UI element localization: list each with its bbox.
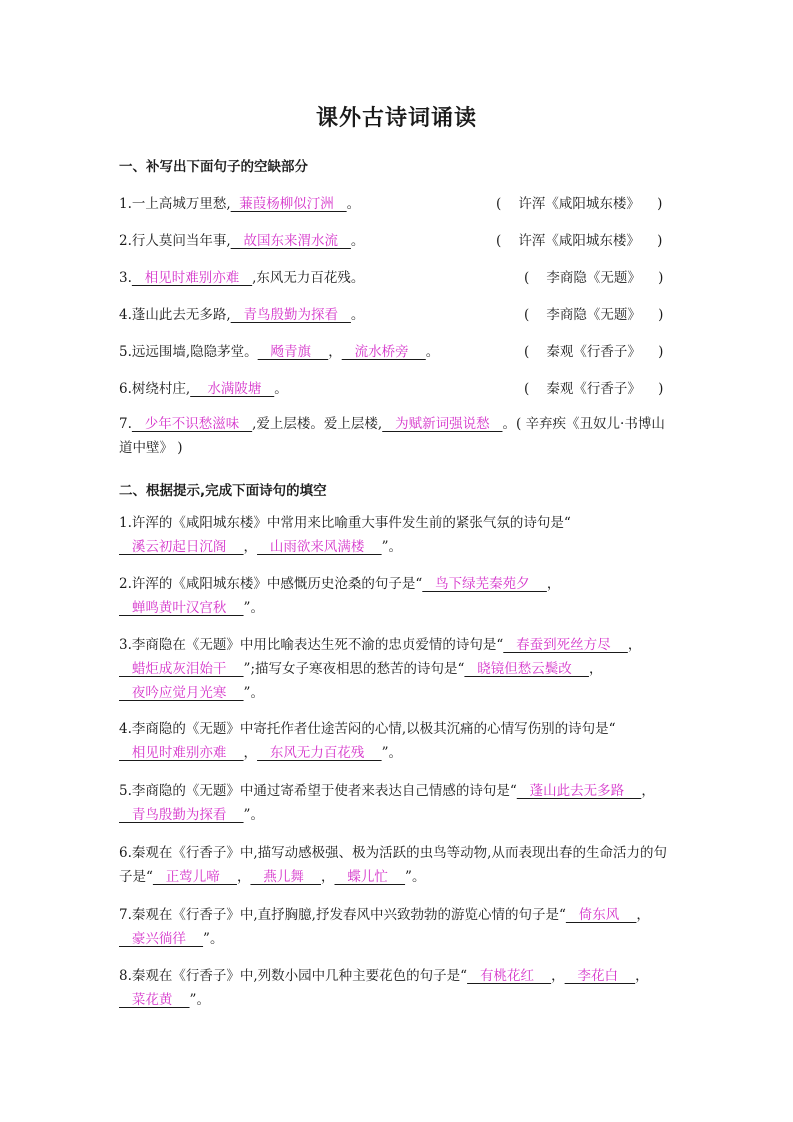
answer: 蝉鸣黄叶汉宫秋 xyxy=(119,600,244,616)
s1-question-5: 5.远远围墙,隐隐茅堂。 飏青旗 ， 流水桥旁 。 xyxy=(119,344,440,360)
s1-question-3: 3. 相见时难别亦难 ,东风无力百花残。 xyxy=(119,270,365,286)
s2-question-3: 3.李商隐在《无题》中用比喻表达生死不渝的忠贞爱情的诗句是“ 春蚕到死丝方尽 ， 蜡炬成灰泪始干 ”;描写女子寒夜相思的愁苦的诗句是“ 晓镜但愁云鬓改 ， 夜吟应觉月光寒 ”。 xyxy=(119,637,642,701)
answer: 相见时难别亦难 xyxy=(119,745,244,761)
s2-question-2: 2.许浑的《咸阳城东楼》中感慨历史沧桑的句子是“ 鸟下绿芜秦苑夕 ， 蝉鸣黄叶汉宫秋 ”。 xyxy=(119,576,561,616)
page-title: 课外古诗词诵读 xyxy=(315,106,477,131)
answer: 流水桥旁 xyxy=(341,344,426,360)
answer: 少年不识愁滋味 xyxy=(131,416,253,432)
answer: 山雨欲来风满楼 xyxy=(257,539,382,555)
answer: 蝶儿忙 xyxy=(334,869,406,885)
s2-question-8: 8.秦观在《行香子》中,列数小园中几种主要花色的句子是“ 有桃花红 ， 李花白 ， 菜花黄 ”。 xyxy=(119,968,649,1008)
s1-question-7: 7. 少年不识愁滋味 ,爱上层楼。爱上层楼, 为赋新词强说愁 。( 辛弃疾《丑奴儿·书博山道中壁》 ) xyxy=(119,416,665,456)
s2-question-7: 7.秦观在《行香子》中,直抒胸臆,抒发春风中兴致勃勃的游览心情的句子是“ 倚东风 ， 豪兴徜徉 ”。 xyxy=(119,907,650,947)
answer: 鸟下绿芜秦苑夕 xyxy=(422,576,547,592)
answer: 有桃花红 xyxy=(467,968,552,984)
answer: 飏青旗 xyxy=(257,344,329,360)
s2-question-5: 5.李商隐的《无题》中通过寄希望于使者来表达自己情感的诗句是“ 蓬山此去无多路 ， 青鸟殷勤为探看 ”。 xyxy=(119,783,655,823)
answer: 晓镜但愁云鬓改 xyxy=(464,661,589,677)
answer: 青鸟殷勤为探看 xyxy=(119,807,244,823)
s1-source-3: ( 李商隐《无题》 ) xyxy=(524,270,664,286)
answer: 水满陂塘 xyxy=(190,381,275,397)
s1-question-4: 4.蓬山此去无多路, 青鸟殷勤为探看 。 xyxy=(119,307,365,323)
answer: 蜡炬成灰泪始干 xyxy=(119,661,244,677)
answer: 蓬山此去无多路 xyxy=(516,783,642,799)
s2-question-4: 4.李商隐的《无题》中寄托作者仕途苦闷的心情,以极其沉痛的心情写伤别的诗句是“ 相见时难别亦难 ， 东风无力百花残 ”。 xyxy=(119,721,616,761)
answer: 燕儿舞 xyxy=(250,869,321,885)
s2-question-1: 1.许浑的《咸阳城东楼》中常用来比喻重大事件发生前的紧张气氛的诗句是“ 溪云初起日沉阁 ， 山雨欲来风满楼 ”。 xyxy=(119,515,571,555)
answer: 春蚕到死丝方尽 xyxy=(503,637,628,653)
s1-source-4: ( 李商隐《无题》 ) xyxy=(524,307,664,323)
answer: 李花白 xyxy=(564,968,636,984)
answer: 蒹葭杨柳似汀洲 xyxy=(230,196,347,212)
answer: 为赋新词强说愁 xyxy=(382,416,503,432)
section-2-heading: 二、根据提示,完成下面诗句的填空 xyxy=(119,483,327,499)
answer: 倚东风 xyxy=(565,907,637,923)
answer: 菜花黄 xyxy=(119,992,190,1008)
answer: 东风无力百花残 xyxy=(257,745,382,761)
s1-source-6: ( 秦观《行香子》 ) xyxy=(524,381,664,397)
s1-question-6: 6.树绕村庄, 水满陂塘 。 xyxy=(119,381,288,397)
s1-question-2: 2.行人莫问当年事, 故国东来渭水流 。 xyxy=(119,233,365,249)
answer: 夜吟应觉月光寒 xyxy=(119,685,244,701)
section-1-heading: 一、补写出下面句子的空缺部分 xyxy=(119,159,308,175)
s1-source-5: ( 秦观《行香子》 ) xyxy=(524,344,664,360)
s1-question-1: 1.一上高城万里愁, 蒹葭杨柳似汀洲 。 xyxy=(119,196,361,212)
answer: 故国东来渭水流 xyxy=(230,233,351,249)
s2-question-6: 6.秦观在《行香子》中,描写动感极强、极为活跃的虫鸟等动物,从而表现出春的生命活力的句子是“ 正莺儿啼 ， 燕儿舞 ， 蝶儿忙 ”。 xyxy=(119,845,667,885)
answer: 青鸟殷勤为探看 xyxy=(230,307,351,323)
answer: 溪云初起日沉阁 xyxy=(119,539,244,555)
answer: 豪兴徜徉 xyxy=(119,931,204,947)
s1-source-1: ( 许浑《咸阳城东楼》 ) xyxy=(496,196,663,212)
answer: 相见时难别亦难 xyxy=(131,270,253,286)
s1-source-2: ( 许浑《咸阳城东楼》 ) xyxy=(496,233,663,249)
answer: 正莺儿啼 xyxy=(152,869,237,885)
